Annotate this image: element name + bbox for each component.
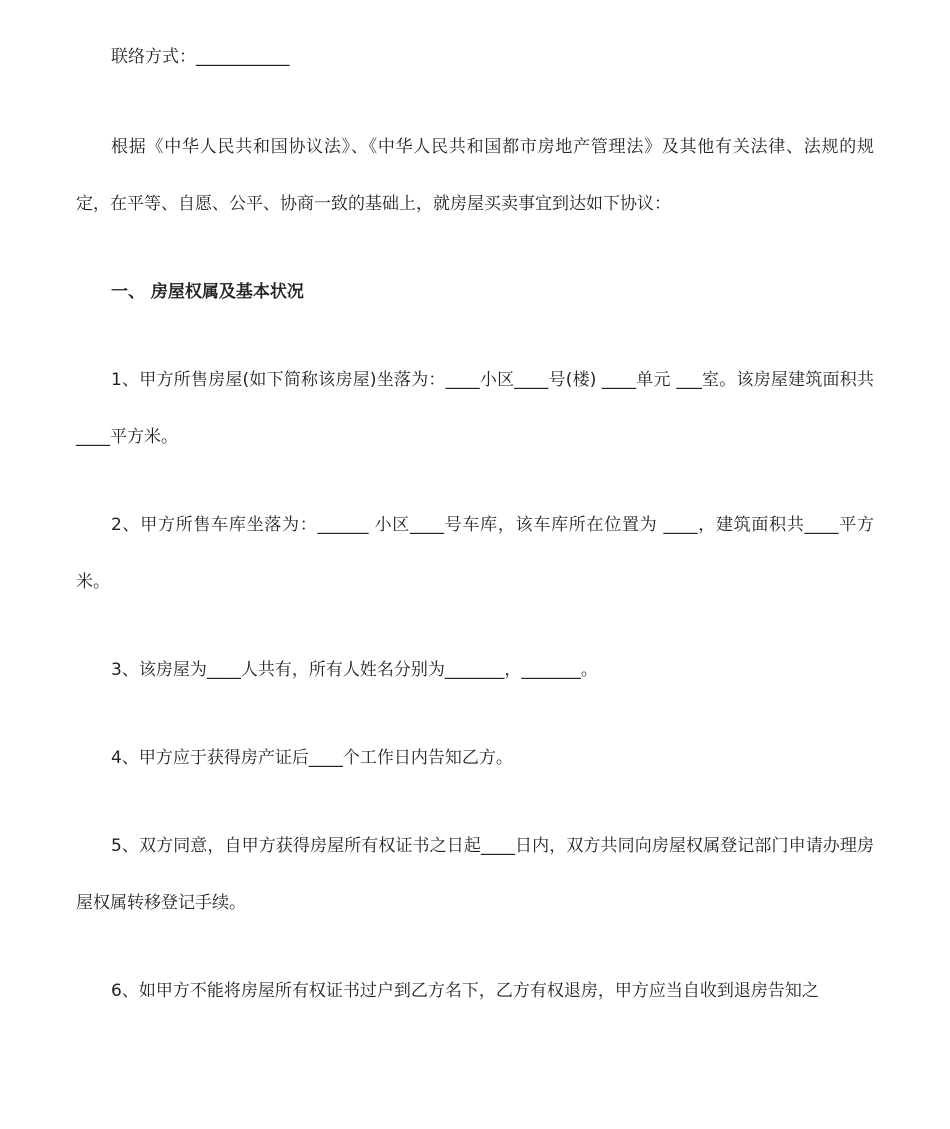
clause-6: 6、如甲方不能将房屋所有权证书过户到乙方名下，乙方有权退房，甲方应当自收到退房告知之	[111, 981, 819, 1001]
spacer	[76, 233, 874, 264]
clause-4: 4、甲方应于获得房产证后____个工作日内告知乙方。	[111, 748, 513, 768]
spacer	[76, 932, 874, 963]
contact-line: 联络方式：___________	[111, 47, 290, 67]
spacer	[76, 611, 874, 642]
clause-2: 2、甲方所售车库坐落为：______ 小区____号车库，该车库所在位置为 ____，建筑面积共____平方米。	[76, 515, 874, 592]
spacer	[76, 699, 874, 730]
preamble-paragraph: 根据《中华人民共和国协议法》、《中华人民共和国都市房地产管理法》及其他有关法律、法规的规定，在平等、自愿、公平、协商一致的基础上，就房屋买卖事宜到达如下协议：	[76, 137, 874, 214]
clause-5: 5、双方同意，自甲方获得房屋所有权证书之日起____日内，双方共同向房屋权属登记部门申请办理房屋权属转移登记手续。	[76, 836, 874, 913]
spacer	[76, 321, 874, 352]
spacer	[76, 86, 874, 119]
clause-3: 3、该房屋为____人共有，所有人姓名分别为_______，_______。	[111, 660, 598, 680]
section-heading: 一、 房屋权属及基本状况	[111, 282, 304, 302]
spacer	[76, 787, 874, 818]
spacer	[76, 466, 874, 497]
clause-1: 1、甲方所售房屋(如下简称该房屋)坐落为：____小区____号(楼) ____单元 ___室。该房屋建筑面积共____平方米。	[76, 370, 874, 447]
